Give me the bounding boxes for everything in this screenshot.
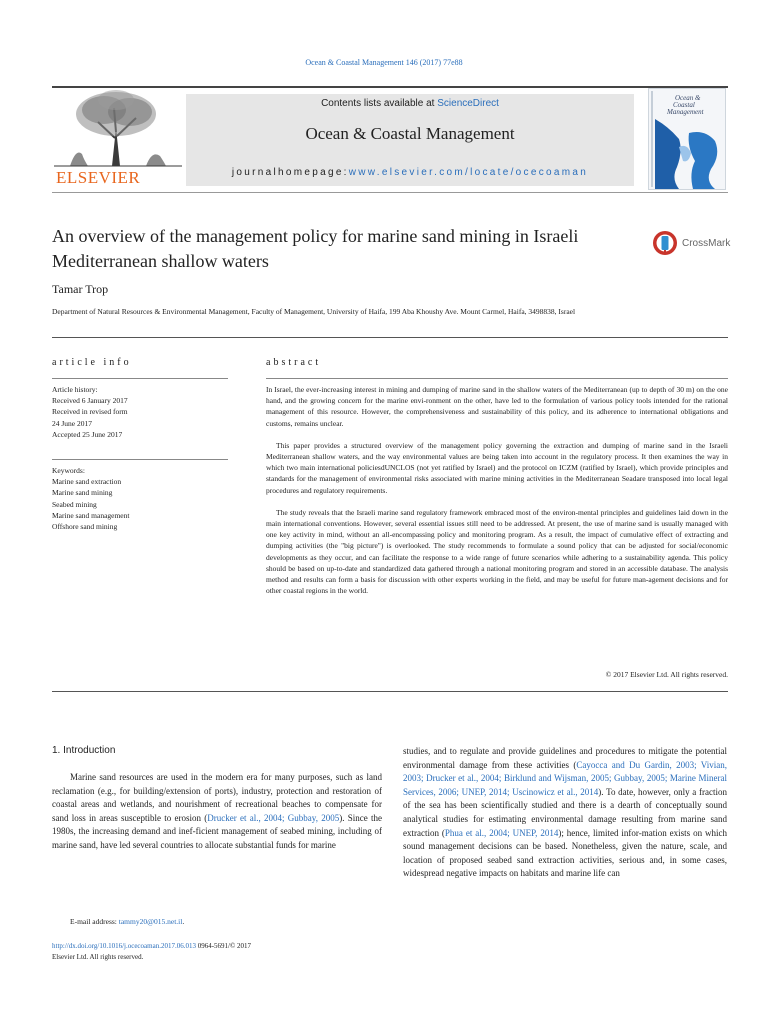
contents-prefix: Contents lists available at — [321, 98, 438, 109]
journal-citation[interactable]: Ocean & Coastal Management 146 (2017) 77e88 — [305, 58, 463, 67]
elsevier-logo — [54, 88, 182, 188]
intro-text: studies, and to regulate and provide guidelines and procedures to mitigate the potential environmental damage from these activities ( — [403, 746, 727, 770]
reference-link[interactable]: Cayocca and Du Gardin, 2003; Vivian, 2003; Drucker et al., 2004; Birklund and Wijsman, 2005; Gubbay, 2005; Marine Mineral Services, 2006; UNEP, 2014; Uscinowicz et al., 2014 — [403, 759, 727, 797]
intro-text: Marine sand resources are used in the modern era for many purposes, such as land reclamation (e.g., for building/extension of ports), industry, protection and restoration of coastal areas and wetlands, and nourishment of recreational beaches to compensate for sand loss in areas susceptible to erosion ( — [52, 772, 382, 823]
reference-link[interactable]: Phua et al., 2004; UNEP, 2014 — [444, 827, 559, 838]
corresponding-email — [70, 917, 184, 926]
journal-banner — [186, 94, 634, 186]
intro-text: ). To date, however, only a fraction of the sea has been scientifically studied and there is a dearth of conceptually sound analytical studies for estimating environmental damage resulting from marine sand extraction ( — [403, 786, 727, 838]
email-label: E-mail address: — [70, 917, 119, 926]
issn-copyright: 0964-5691/© 2017 Elsevier Ltd. All rights reserved. — [52, 942, 252, 961]
crossmark-badge[interactable] — [652, 230, 730, 256]
paper-title: An overview of the management policy for marine sand mining in Israeli Mediterranean shallow waters — [52, 226, 579, 271]
article-history-label: Article history: — [52, 385, 98, 394]
author-name: Tamar Trop — [52, 282, 109, 296]
crossmark-label: CrossMark — [682, 237, 731, 249]
article-history — [52, 384, 242, 440]
cover-title-line-1: Ocean & — [675, 94, 701, 102]
intro-text: ); hence, limited infor-mation exists on which sound management decisions can be based. Nonetheless, given the nature, scale, and location of proposed seabed sand extraction activities, serious and, in some cases, widespread negative impacts on habitats and marine life can — [403, 827, 728, 879]
history-item: Received in revised form — [52, 407, 128, 417]
history-item: Accepted 25 June 2017 — [52, 429, 123, 439]
section-heading-introduction: 1. Introduction — [52, 745, 116, 756]
abstract-bottom-divider — [52, 691, 728, 692]
introduction-right-column — [403, 745, 727, 881]
keyword-item: Marine sand management — [52, 510, 130, 520]
intro-text: ). Since the 1980s, the increasing demand and inef-ficient management of seabed mining, including of marine sand, have led several countries to allocate substantial funds for marine — [52, 812, 382, 850]
abstract-paragraph: This paper provides a structured overview of the management policy governing the extraction and dumping of marine sand in the Israeli Mediterranean shallow waters, and the way environmental values are being taken into account in the regulatory process. It then examines the way in which two main international policiesdUNCLOS (not yet ratified by Israel) and the protocol on ICZM (ratified by Israel), which provide principles and standards for the management of environmental risks associated with marine mining activities in the Mediterranean Seadare transposed into local legal procedures and regulatory requirements. — [266, 440, 728, 495]
abstract-paragraph: The study reveals that the Israeli marine sand regulatory framework embraced most of the environ-mental principles and guidelines laid down in the main international conventions. However, several essential issues still need to be addressed. At present, the use of marine sand is usually managed with one key activity in mind, without an all-encompassing policy and monitoring program. As a result, the impact of cumulative effect of extracting and dumping activities (the "big picture") is overlooked. The study recommends to formulate a sound policy that can be adjusted for social/economic developments as they occur, and can facilitate the response to a wide range of future scenarios while adhering to a sustainability agenda. This policy should be based on up-to-date and standardized data gathered through a national monitoring program and stored in an accessible database. The analysis method and results can form a basis for discussion with other experts working in the field, and may be useful for future man-agement decisions and for other coastal regions in the world. — [266, 507, 728, 596]
abstract-divider — [266, 378, 728, 379]
journal-homepage-link[interactable]: www.elsevier.com/locate/ocecoaman — [348, 167, 589, 178]
elsevier-tree-icon — [54, 88, 182, 168]
journal-cover-thumbnail[interactable] — [648, 88, 726, 190]
sciencedirect-link[interactable]: ScienceDirect — [437, 98, 499, 109]
journal-title: Ocean & Coastal Management — [305, 124, 515, 143]
elsevier-wordmark: ELSEVIER — [56, 168, 141, 187]
keywords-list — [52, 465, 242, 532]
abstract-body — [266, 384, 728, 607]
header-divider — [52, 337, 728, 338]
keyword-item: Marine sand mining — [52, 488, 113, 498]
introduction-paragraph-continued — [403, 745, 727, 881]
keyword-item: Offshore sand mining — [52, 522, 118, 532]
contents-line — [186, 98, 634, 109]
keyword-item: Marine sand extraction — [52, 477, 122, 487]
doi-link[interactable]: http://dx.doi.org/10.1016/j.ocecoaman.2017.06.013 — [52, 942, 196, 950]
journal-cover-image — [649, 89, 725, 189]
introduction-left-column — [52, 771, 382, 853]
email-suffix: . — [182, 917, 185, 926]
history-item: 24 June 2017 — [52, 418, 92, 428]
copyright-notice: © 2017 Elsevier Ltd. All rights reserved. — [605, 670, 728, 679]
cover-title-line-2: Coastal — [673, 101, 695, 109]
doi-and-issn — [52, 941, 262, 963]
introduction-paragraph — [52, 771, 382, 853]
journal-homepage-line — [186, 167, 634, 178]
history-item: Received 6 January 2017 — [52, 396, 128, 406]
article-info-divider — [52, 378, 228, 379]
article-info-heading: article info — [52, 357, 132, 368]
keywords-label: Keywords: — [52, 466, 85, 475]
journal-masthead — [52, 86, 728, 193]
crossmark-icon — [652, 230, 678, 256]
keywords-divider — [52, 459, 228, 460]
homepage-prefix: journalhomepage: — [231, 167, 349, 178]
keyword-item: Seabed mining — [52, 499, 97, 509]
email-link[interactable]: tammy20@015.net.il — [118, 917, 183, 926]
cover-title-line-3: Management — [667, 108, 704, 116]
abstract-paragraph: In Israel, the ever-increasing interest in mining and dumping of marine sand in the shallow waters of the Mediterranean (up to depth of 30 m) on the one hand, and the growing concern for the marine envi-ronment on the other, have led to the formulation of various policy tools intended for the rational management of this resource. However, the comprehensiveness and sustainability of this policy, and its adherence to international obligations and customs, remains unclear. — [266, 385, 728, 428]
reference-link[interactable]: Drucker et al., 2004; Gubbay, 2005 — [207, 812, 340, 823]
author-affiliation: Department of Natural Resources & Environmental Management, Faculty of Management, University of Haifa, 199 Aba Khoushy Ave. Mount Carmel, Haifa, 3498838, Israel — [52, 307, 576, 316]
abstract-heading: abstract — [266, 357, 322, 368]
